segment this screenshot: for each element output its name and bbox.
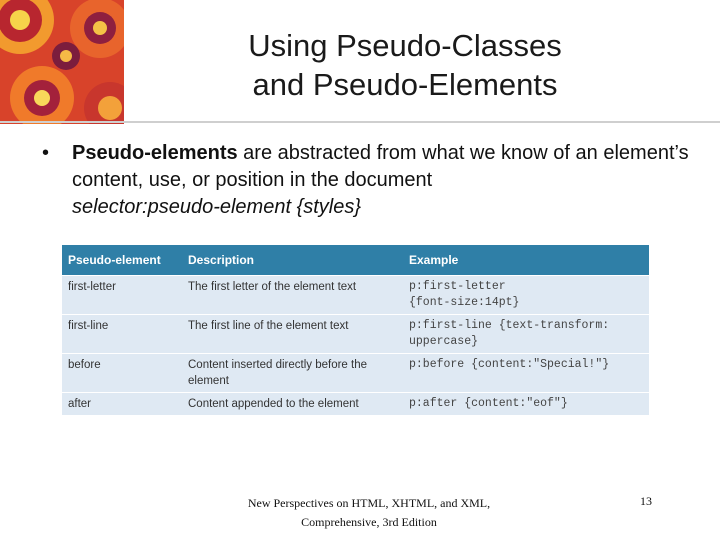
cell-example [403, 315, 649, 354]
table-row [62, 315, 649, 354]
title-line-1: Using Pseudo-Classes [248, 28, 562, 63]
table-row [62, 354, 649, 393]
syntax-example: selector:pseudo-element {styles} [72, 196, 362, 218]
cell-example: p:before {content:"Special!"} [403, 354, 649, 393]
cell-name: before [62, 354, 182, 393]
page-number: 13 [640, 494, 652, 508]
footer-line-2: Comprehensive, 3rd Edition [301, 515, 437, 529]
footer-line-1: New Perspectives on HTML, XHTML, and XML, [247, 496, 491, 510]
header-example: Example [403, 245, 649, 276]
pseudo-element-table [62, 245, 649, 416]
cell-description: The first letter of the element text [182, 276, 403, 315]
header-description: Description [182, 245, 403, 276]
table-row [62, 393, 649, 416]
title-line-2: and Pseudo-Elements [252, 67, 558, 102]
cell-description: Content appended to the element [182, 393, 403, 416]
cell-name: after [62, 393, 182, 416]
cell-name: first-letter [62, 276, 182, 315]
table-row [62, 276, 649, 315]
footer-citation [240, 494, 498, 532]
title-divider [0, 121, 720, 123]
bullet-icon: • [42, 142, 50, 164]
example-line-2: {font-size:14pt} [409, 296, 520, 309]
cell-name: first-line [62, 315, 182, 354]
cell-example: p:after {content:"eof"} [403, 393, 649, 416]
example-line-1: p:first-line {text-transform: [409, 319, 610, 332]
cell-description: Content inserted directly before the element [182, 354, 403, 393]
flower-decoration-image [0, 0, 124, 124]
cell-example [403, 276, 649, 315]
slide-title [128, 26, 682, 104]
bullet-bold-term: Pseudo-elements [72, 142, 238, 164]
bullet-text [72, 140, 692, 221]
table-header-row [62, 245, 649, 276]
bullet-body: are abstracted from what we know of an element’s content, use, or position in the document [72, 142, 689, 191]
cell-description: The first line of the element text [182, 315, 403, 354]
bullet-point [42, 140, 692, 221]
example-line-2: uppercase} [409, 335, 479, 348]
header-pseudo-element: Pseudo-element [62, 245, 182, 276]
example-line-1: p:first-letter [409, 280, 506, 293]
